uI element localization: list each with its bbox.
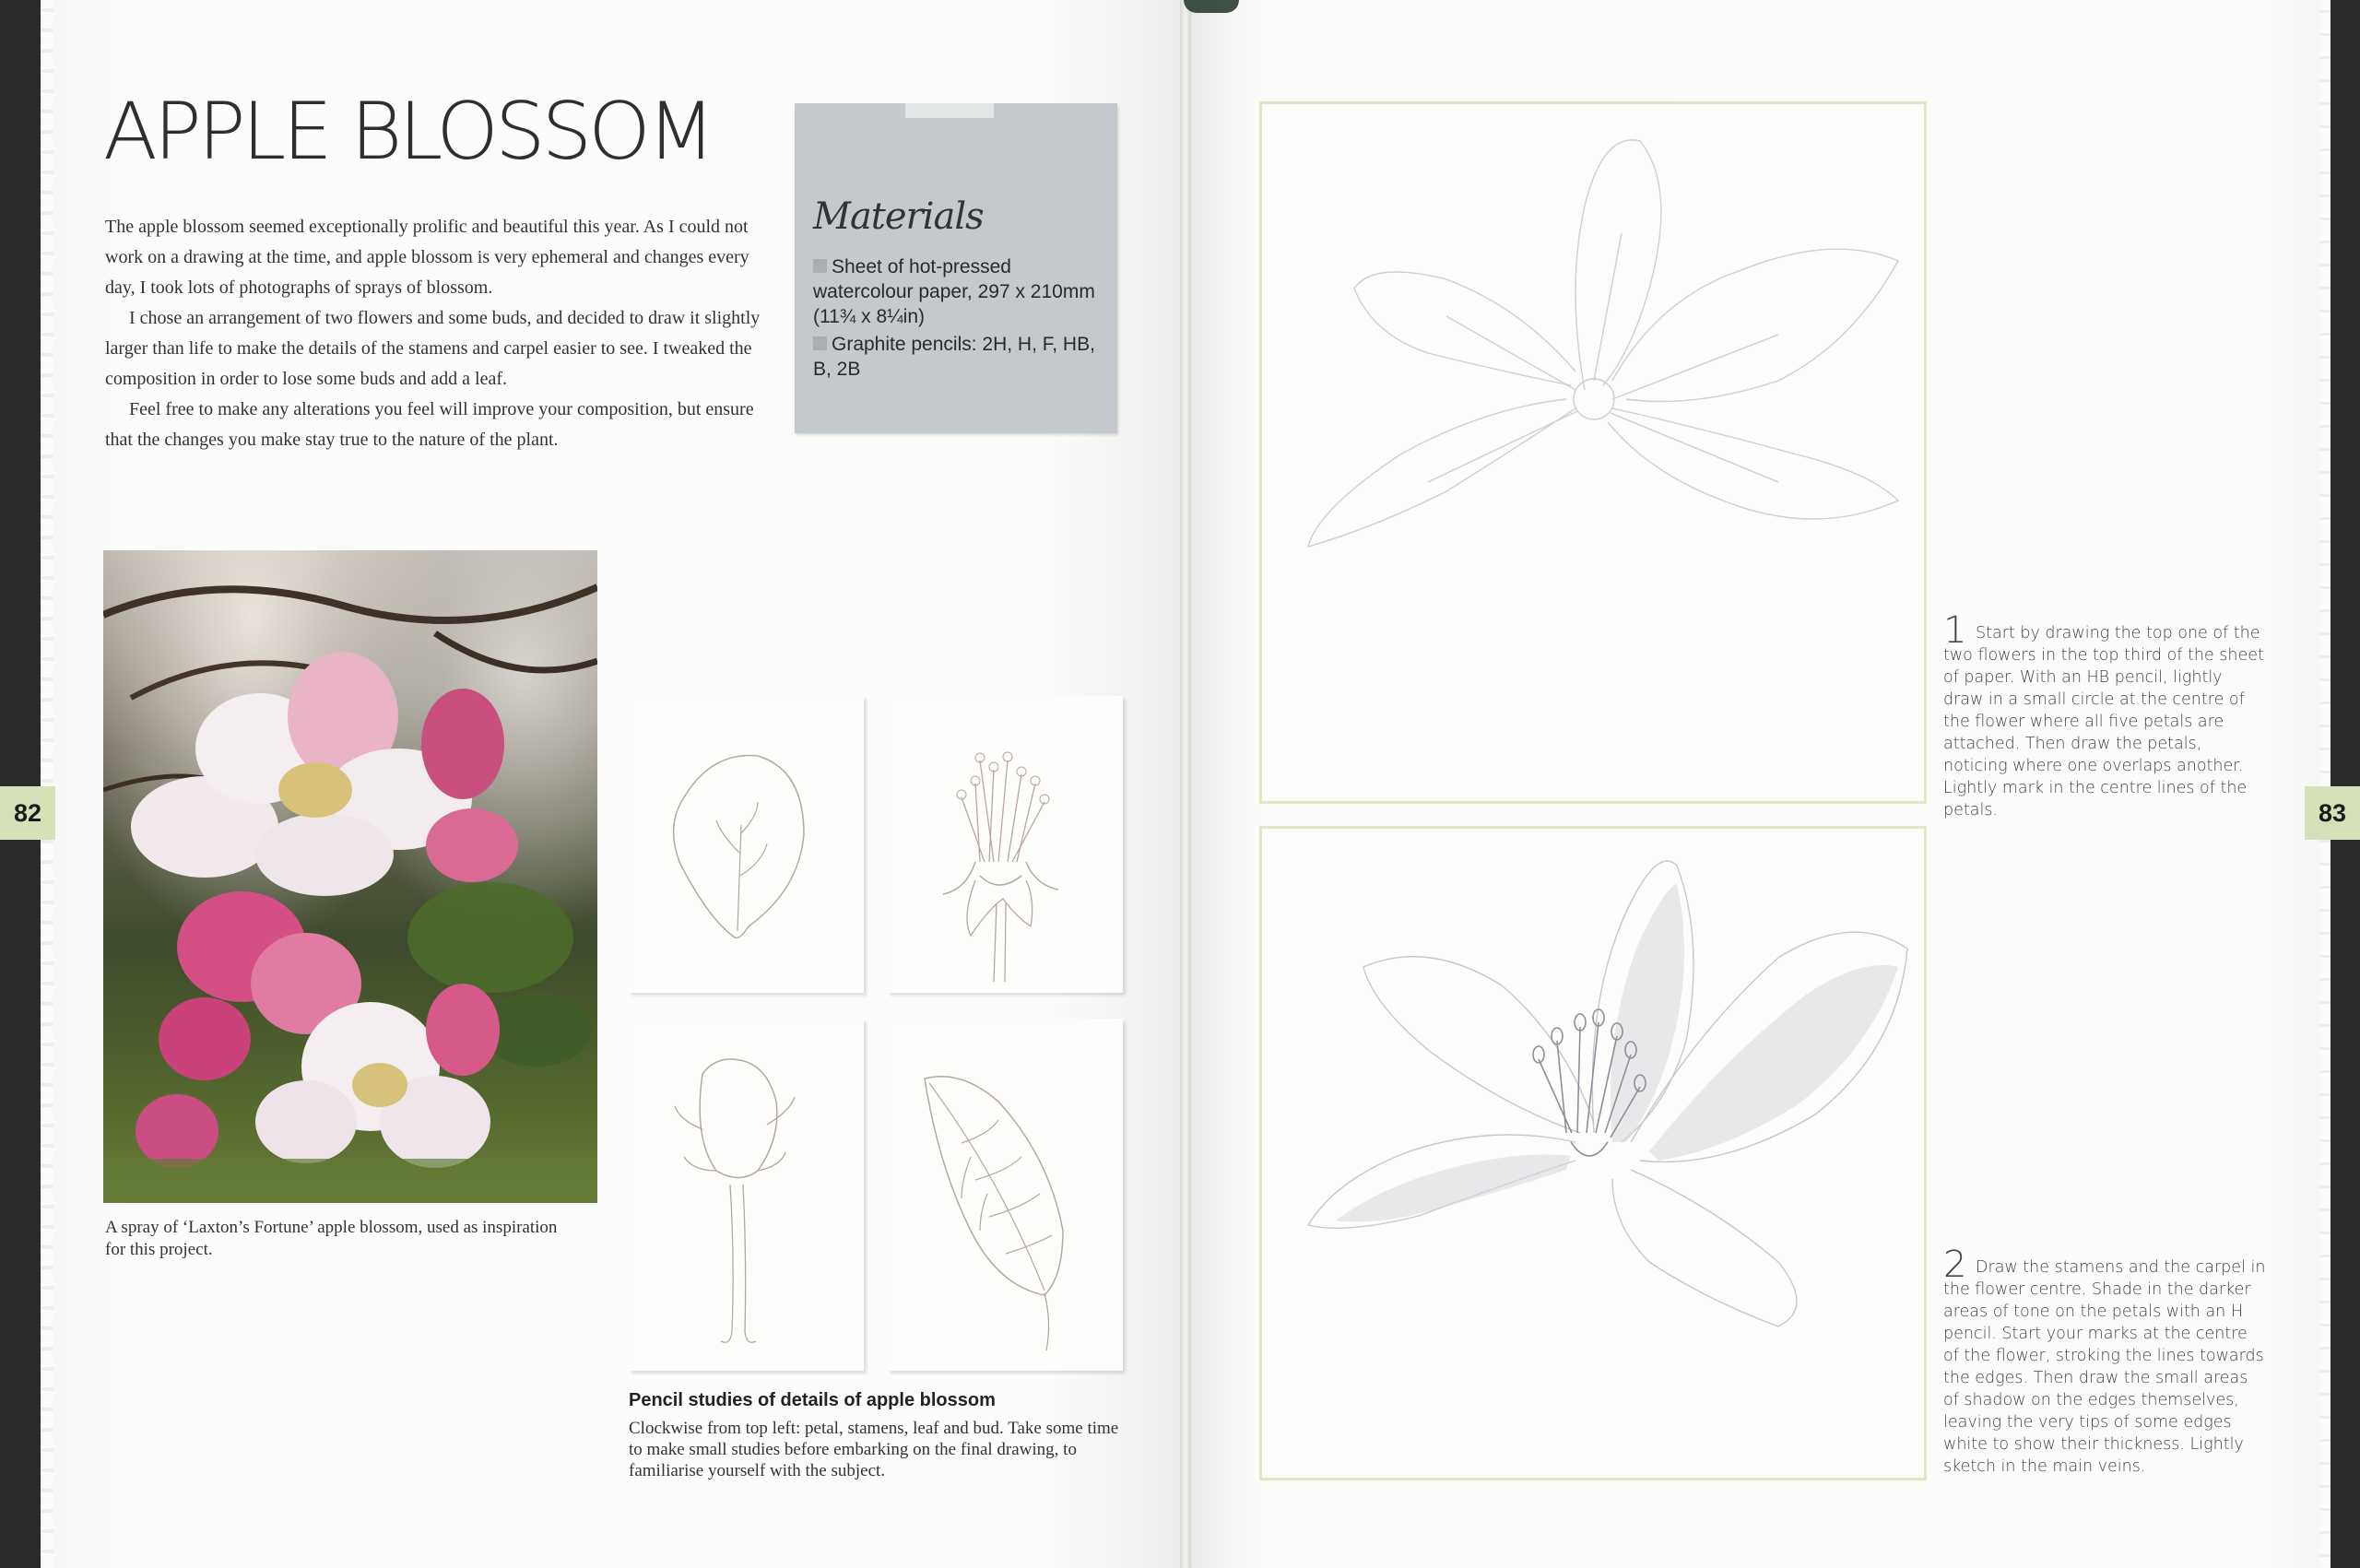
step-instructions: Draw the stamens and the carpel in the flower centre. Shade in the darker areas of tone on the petals with an H pencil. Start your marks at the centre of the flower, stroking the lines towards the edges. Then draw the small areas of shadow on the edges themselves, leaving the very tips of some edges white to show their thickness. Lightly sketch in the main veins. bbox=[1943, 1258, 2266, 1476]
page-number-tab-right bbox=[2305, 786, 2360, 840]
step-1-drawing bbox=[1259, 101, 1927, 804]
leaf-study bbox=[888, 1019, 1123, 1371]
intro-text bbox=[105, 212, 769, 455]
materials-item bbox=[813, 332, 1108, 382]
petal-study bbox=[629, 696, 864, 993]
studies-title: Pencil studies of details of apple blossom bbox=[629, 1390, 996, 1410]
intro-paragraph: Feel free to make any alterations you feel will improve your composition, but ensure that the changes you make stay true to the nature of the plant. bbox=[105, 399, 754, 450]
blossom-photo bbox=[103, 550, 597, 1203]
book-spine-top bbox=[1184, 0, 1239, 13]
deckle-edge-left bbox=[41, 0, 53, 1568]
page-number: 82 bbox=[13, 798, 42, 827]
materials-heading: Materials bbox=[813, 195, 984, 238]
book-gutter bbox=[1180, 0, 1191, 1568]
step-2-drawing bbox=[1259, 826, 1927, 1480]
materials-item bbox=[813, 254, 1108, 329]
intro-paragraph: I chose an arrangement of two flowers and some buds, and decided to draw it slightly larger than life to make the details of the stamens and carpel easier to see. I tweaked the composition in order to lose some buds and add a leaf. bbox=[105, 308, 761, 389]
deckle-edge-right bbox=[2319, 0, 2330, 1568]
page-title: APPLE BLOSSOM bbox=[103, 86, 713, 178]
stamens-study bbox=[888, 696, 1123, 993]
step-1-text bbox=[1943, 609, 2266, 821]
step-number: 1 bbox=[1943, 609, 1967, 652]
page-number: 83 bbox=[2318, 798, 2347, 827]
square-bullet-icon bbox=[813, 336, 827, 350]
step-instructions: Start by drawing the top one of the two flowers in the top third of the sheet of paper. With an HB pencil, lightly draw in a small circle at the centre of the flower where all five petals are attached. Then draw the petals, noticing where one overlaps another. Lightly mark in the centre lines of the petals. bbox=[1943, 624, 2264, 819]
bud-study bbox=[629, 1019, 864, 1371]
intro-paragraph: The apple blossom seemed exceptionally prolific and beautiful this year. As I could not work on a drawing at the time, and apple blossom is very ephemeral and changes every day, I took lots of photographs of sprays of blossom. bbox=[105, 217, 749, 298]
tape-strip bbox=[905, 101, 994, 118]
materials-item-text: Graphite pencils: 2H, H, F, HB, B, 2B bbox=[813, 334, 1095, 380]
studies-caption: Clockwise from top left: petal, stamens, leaf and bud. Take some time to make small studies before embarking on the final drawing, to familiarise yourself with the subject. bbox=[629, 1419, 1119, 1480]
square-bullet-icon bbox=[813, 259, 827, 273]
materials-item-text: Sheet of hot-pressed watercolour paper, 297 x 210mm (11¾ x 8¼in) bbox=[813, 256, 1095, 327]
photo-caption: A spray of ‘Laxton’s Fortune’ apple blossom, used as inspiration for this project. bbox=[105, 1218, 558, 1259]
blossom-photo-art bbox=[103, 550, 597, 1203]
materials-box bbox=[795, 103, 1117, 433]
step-2-text bbox=[1943, 1244, 2266, 1478]
step-number: 2 bbox=[1943, 1244, 1967, 1286]
page-number-tab-left bbox=[0, 786, 55, 840]
